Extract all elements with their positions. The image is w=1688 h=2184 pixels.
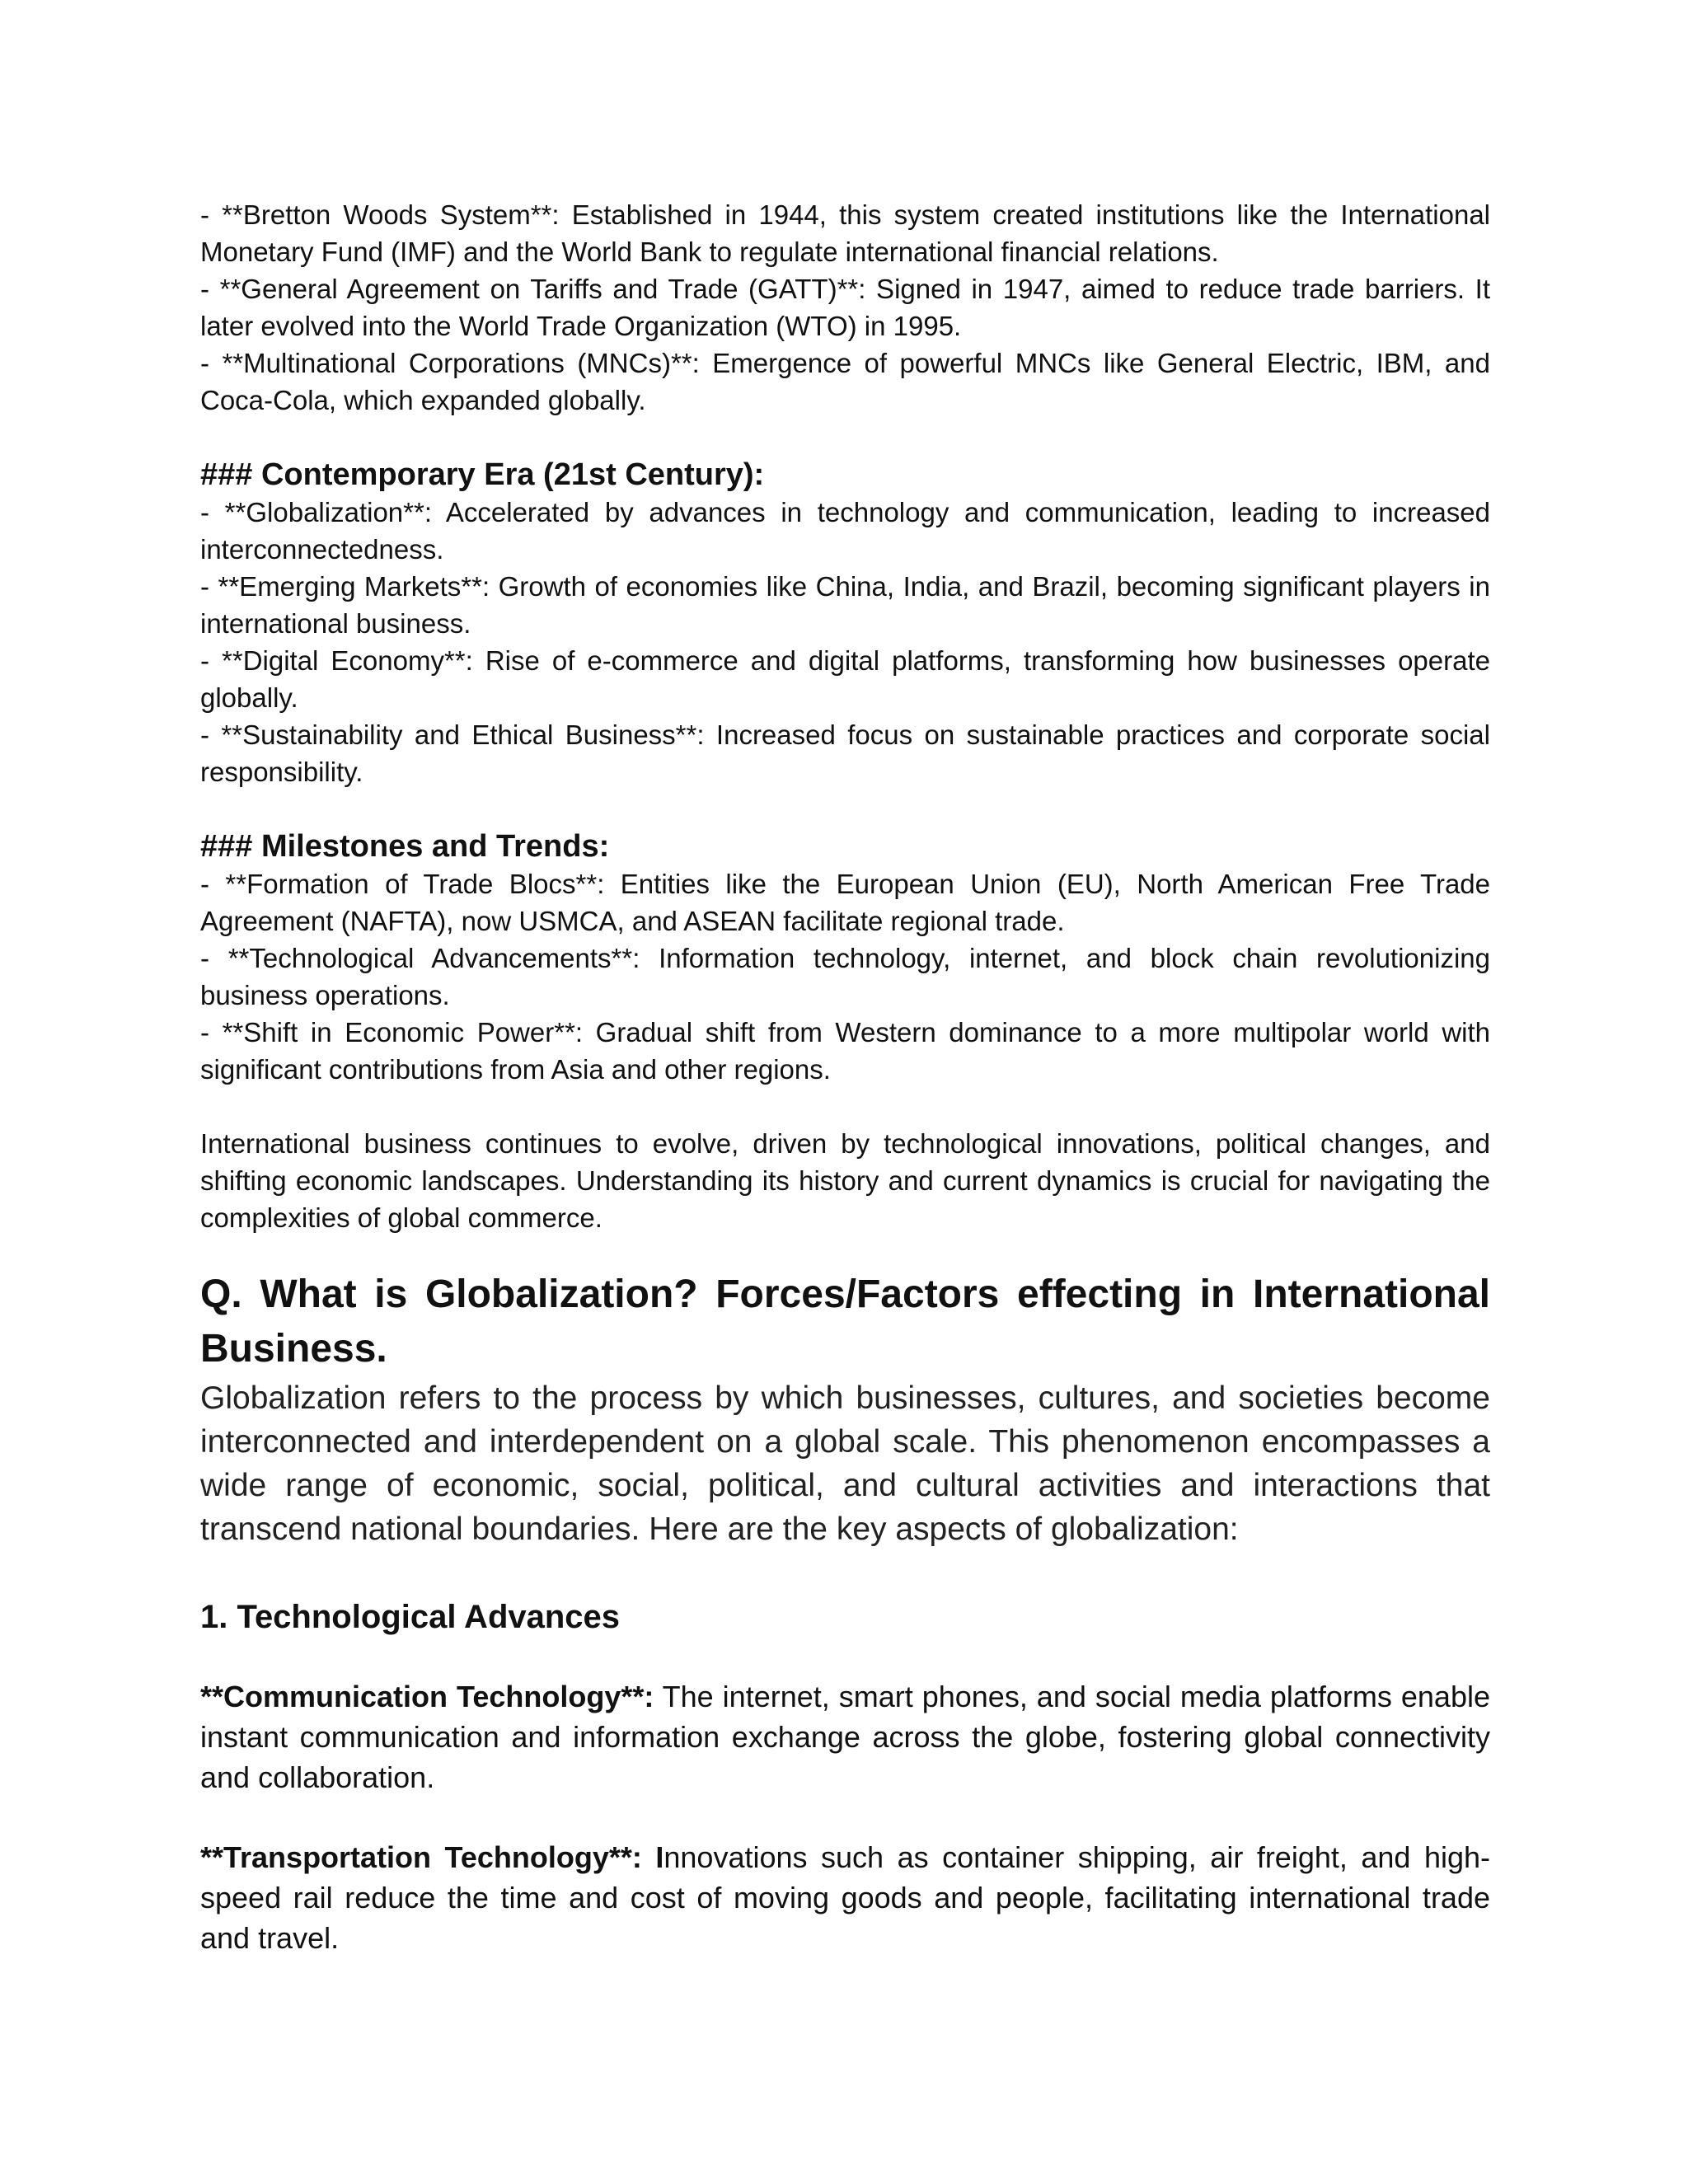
contemporary-list <box>200 494 1490 790</box>
globalization-intro: Globalization refers to the process by which businesses, cultures, and societies become interconnected and interdependent on a global scale. This phenomenon encompasses a wide range of economic, social, political, and cultural activities and interactions that transcend national boundaries. Here are the key aspects of globalization: <box>200 1380 1490 1547</box>
list-item: - **Shift in Economic Power**: Gradual shift from Western dominance to a more multipolar world with significant contributions from Asia and other regions. <box>200 1017 1490 1085</box>
communication-technology-text: The internet, smart phones, and social media platforms enable instant communication and information exchange across the globe, fostering global connectivity and collaboration. <box>200 1680 1490 1794</box>
communication-technology-paragraph <box>200 1676 1490 1797</box>
list-item: - **Bretton Woods System**: Established in 1944, this system created institutions like the International Monetary Fund (IMF) and the World Bank to regulate international financial relations. <box>200 199 1490 267</box>
milestones-list <box>200 865 1490 1088</box>
list-item: - **Globalization**: Accelerated by advances in technology and communication, leading to increased interconnectedness. <box>200 497 1490 565</box>
transportation-technology-text: nnovations such as container shipping, air freight, and high-speed rail reduce the time and cost of moving goods and people, facilitating international trade and travel. <box>200 1840 1490 1955</box>
list-item: - **Multinational Corporations (MNCs)**: Emergence of powerful MNCs like General Electric, IBM, and Coca-Cola, which expanded globally. <box>200 348 1490 415</box>
transportation-technology-paragraph <box>200 1837 1490 1958</box>
transportation-technology-label: **Transportation Technology**: I <box>200 1840 664 1874</box>
contemporary-heading: ### Contemporary Era (21st Century): <box>200 457 765 492</box>
question-heading: Q. What is Globalization? Forces/Factors effecting in International Business. <box>200 1272 1490 1371</box>
list-item: - **General Agreement on Tariffs and Trade (GATT)**: Signed in 1947, aimed to reduce trade barriers. It later evolved into the World Trade Organization (WTO) in 1995. <box>200 274 1490 341</box>
list-item: - **Formation of Trade Blocs**: Entities like the European Union (EU), North American Free Trade Agreement (NAFTA), now USMCA, and ASEAN facilitate regional trade. <box>200 869 1490 936</box>
list-item: - **Emerging Markets**: Growth of economies like China, India, and Brazil, becoming significant players in international business. <box>200 571 1490 639</box>
document-page <box>200 196 1490 1958</box>
list-item: - **Sustainability and Ethical Business**: Increased focus on sustainable practices and corporate social responsibility. <box>200 719 1490 787</box>
postwar-list <box>200 196 1490 419</box>
list-item: - **Technological Advancements**: Information technology, internet, and block chain revolutionizing business operations. <box>200 943 1490 1010</box>
tech-advances-heading: 1. Technological Advances <box>200 1599 621 1635</box>
list-item: - **Digital Economy**: Rise of e-commerce and digital platforms, transforming how businesses operate globally. <box>200 645 1490 713</box>
milestones-heading: ### Milestones and Trends: <box>200 829 610 864</box>
communication-technology-label: **Communication Technology**: <box>200 1680 654 1713</box>
conclusion-paragraph: International business continues to evolve, driven by technological innovations, political changes, and shifting economic landscapes. Understanding its history and current dynamics is crucial for navigating the complexities of global commerce. <box>200 1128 1490 1233</box>
